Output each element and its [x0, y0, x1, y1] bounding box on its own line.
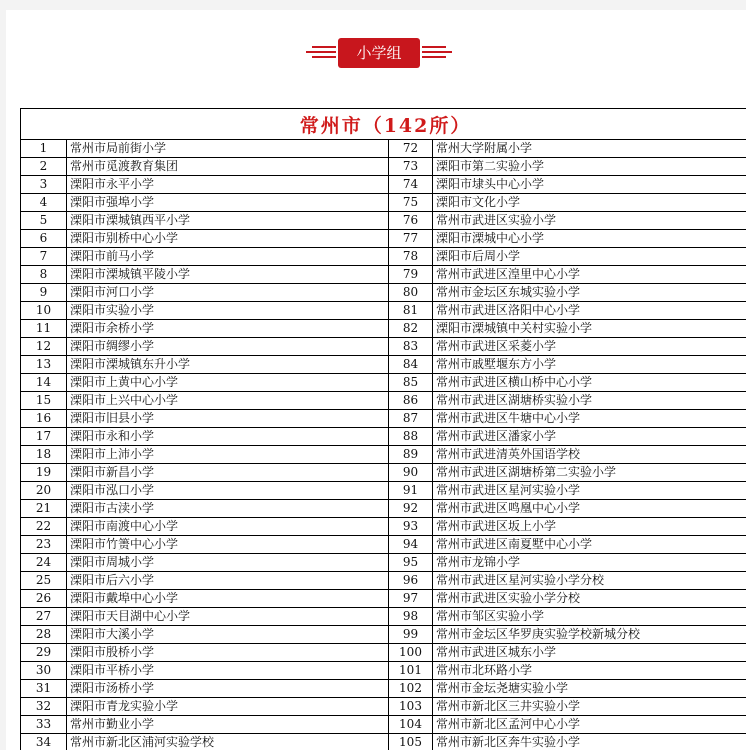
- row-number-right: 78: [389, 248, 433, 266]
- row-number-right: 73: [389, 158, 433, 176]
- row-number-left: 17: [21, 428, 67, 446]
- row-number-left: 24: [21, 554, 67, 572]
- row-number-right: 85: [389, 374, 433, 392]
- school-name-right: 常州市金坛区华罗庚实验学校新城分校: [433, 626, 746, 644]
- row-number-right: 75: [389, 194, 433, 212]
- school-name-right: 常州市金坛尧塘实验小学: [433, 680, 746, 698]
- school-name-right: 常州市武进区坂上小学: [433, 518, 746, 536]
- school-name-left: 溧阳市旧县小学: [67, 410, 389, 428]
- school-name-left: 溧阳市绸缪小学: [67, 338, 389, 356]
- school-name-left: 常州市局前街小学: [67, 140, 389, 158]
- school-table-container: [20, 108, 746, 750]
- table-row: [21, 482, 746, 500]
- row-number-left: 23: [21, 536, 67, 554]
- row-number-left: 4: [21, 194, 67, 212]
- row-number-right: 89: [389, 446, 433, 464]
- row-number-right: 84: [389, 356, 433, 374]
- row-number-right: 91: [389, 482, 433, 500]
- table-row: [21, 248, 746, 266]
- table-row: [21, 374, 746, 392]
- school-name-left: 溧阳市泓口小学: [67, 482, 389, 500]
- school-name-right: 溧阳市溧城中心小学: [433, 230, 746, 248]
- row-number-left: 14: [21, 374, 67, 392]
- school-name-left: 溧阳市溧城镇东升小学: [67, 356, 389, 374]
- table-row: [21, 194, 746, 212]
- row-number-left: 26: [21, 590, 67, 608]
- row-number-right: 105: [389, 734, 433, 750]
- table-body: [21, 140, 746, 750]
- table-title: 常州市（142所）: [21, 109, 746, 140]
- row-number-right: 76: [389, 212, 433, 230]
- section-badge: 小学组: [338, 38, 420, 68]
- table-row: [21, 410, 746, 428]
- table-row: [21, 608, 746, 626]
- row-number-right: 99: [389, 626, 433, 644]
- school-name-left: 溧阳市溧城镇西平小学: [67, 212, 389, 230]
- row-number-right: 94: [389, 536, 433, 554]
- row-number-right: 103: [389, 698, 433, 716]
- school-name-right: 常州市武进区湖塘桥实验小学: [433, 392, 746, 410]
- row-number-right: 104: [389, 716, 433, 734]
- school-name-right: 溧阳市埭头中心小学: [433, 176, 746, 194]
- table-row: [21, 644, 746, 662]
- row-number-right: 95: [389, 554, 433, 572]
- table-row: [21, 158, 746, 176]
- school-name-right: 溧阳市第二实验小学: [433, 158, 746, 176]
- school-name-left: 常州市新北区浦河实验学校: [67, 734, 389, 750]
- row-number-left: 27: [21, 608, 67, 626]
- school-name-left: 溧阳市余桥小学: [67, 320, 389, 338]
- table-row: [21, 662, 746, 680]
- school-name-left: 溧阳市天目湖中心小学: [67, 608, 389, 626]
- row-number-left: 32: [21, 698, 67, 716]
- school-name-left: 溧阳市永平小学: [67, 176, 389, 194]
- school-name-right: 常州市新北区三井实验小学: [433, 698, 746, 716]
- row-number-right: 88: [389, 428, 433, 446]
- table-row: [21, 230, 746, 248]
- school-name-right: 常州市武进区横山桥中心小学: [433, 374, 746, 392]
- row-number-left: 16: [21, 410, 67, 428]
- school-name-right: 溧阳市后周小学: [433, 248, 746, 266]
- row-number-left: 11: [21, 320, 67, 338]
- school-name-left: 溧阳市上沛小学: [67, 446, 389, 464]
- school-name-left: 常州市勤业小学: [67, 716, 389, 734]
- row-number-left: 19: [21, 464, 67, 482]
- row-number-right: 80: [389, 284, 433, 302]
- section-header: [306, 38, 452, 68]
- school-name-right: 常州市龙锦小学: [433, 554, 746, 572]
- row-number-left: 25: [21, 572, 67, 590]
- school-name-left: 溧阳市溧城镇平陵小学: [67, 266, 389, 284]
- row-number-right: 81: [389, 302, 433, 320]
- table-row: [21, 680, 746, 698]
- school-name-right: 常州市武进区实验小学: [433, 212, 746, 230]
- row-number-right: 77: [389, 230, 433, 248]
- row-number-right: 90: [389, 464, 433, 482]
- row-number-left: 33: [21, 716, 67, 734]
- table-row: [21, 626, 746, 644]
- row-number-left: 8: [21, 266, 67, 284]
- table-row: [21, 536, 746, 554]
- decorative-lines-left-icon: [306, 46, 336, 60]
- school-name-left: 溧阳市永和小学: [67, 428, 389, 446]
- row-number-left: 2: [21, 158, 67, 176]
- school-name-left: 溧阳市上兴中心小学: [67, 392, 389, 410]
- school-name-left: 溧阳市大溪小学: [67, 626, 389, 644]
- table-row: [21, 176, 746, 194]
- school-name-right: 常州市戚墅堰东方小学: [433, 356, 746, 374]
- school-name-left: 溧阳市古渎小学: [67, 500, 389, 518]
- table-row: [21, 392, 746, 410]
- row-number-left: 7: [21, 248, 67, 266]
- row-number-left: 20: [21, 482, 67, 500]
- school-name-right: 常州大学附属小学: [433, 140, 746, 158]
- table-row: [21, 518, 746, 536]
- row-number-right: 102: [389, 680, 433, 698]
- table-row: [21, 284, 746, 302]
- school-name-right: 常州市武进区鸣凰中心小学: [433, 500, 746, 518]
- row-number-right: 96: [389, 572, 433, 590]
- row-number-left: 18: [21, 446, 67, 464]
- school-name-left: 溧阳市前马小学: [67, 248, 389, 266]
- row-number-right: 100: [389, 644, 433, 662]
- school-name-left: 溧阳市平桥小学: [67, 662, 389, 680]
- table-row: [21, 212, 746, 230]
- school-table: [20, 108, 746, 750]
- row-number-left: 34: [21, 734, 67, 750]
- row-number-left: 3: [21, 176, 67, 194]
- row-number-left: 31: [21, 680, 67, 698]
- row-number-right: 86: [389, 392, 433, 410]
- row-number-right: 87: [389, 410, 433, 428]
- school-name-right: 常州市武进区星河实验小学分校: [433, 572, 746, 590]
- row-number-right: 74: [389, 176, 433, 194]
- school-name-left: 溧阳市汤桥小学: [67, 680, 389, 698]
- school-name-right: 常州市武进区城东小学: [433, 644, 746, 662]
- row-number-left: 10: [21, 302, 67, 320]
- school-name-left: 溧阳市戴埠中心小学: [67, 590, 389, 608]
- row-number-left: 21: [21, 500, 67, 518]
- table-row: [21, 500, 746, 518]
- school-name-right: 常州市新北区孟河中心小学: [433, 716, 746, 734]
- row-number-left: 29: [21, 644, 67, 662]
- row-number-left: 9: [21, 284, 67, 302]
- school-name-right: 常州市邹区实验小学: [433, 608, 746, 626]
- school-name-right: 常州市武进区南夏墅中心小学: [433, 536, 746, 554]
- school-name-right: 常州市武进区湖塘桥第二实验小学: [433, 464, 746, 482]
- school-name-left: 溧阳市后六小学: [67, 572, 389, 590]
- row-number-right: 98: [389, 608, 433, 626]
- table-row: [21, 302, 746, 320]
- table-row: [21, 266, 746, 284]
- school-name-left: 常州市觅渡教育集团: [67, 158, 389, 176]
- row-number-left: 30: [21, 662, 67, 680]
- school-name-left: 溧阳市实验小学: [67, 302, 389, 320]
- school-name-left: 溧阳市殷桥小学: [67, 644, 389, 662]
- table-row: [21, 734, 746, 750]
- table-row: [21, 320, 746, 338]
- school-name-right: 常州市新北区奔牛实验小学: [433, 734, 746, 750]
- school-name-right: 常州市武进区牛塘中心小学: [433, 410, 746, 428]
- school-name-left: 溧阳市新昌小学: [67, 464, 389, 482]
- row-number-right: 79: [389, 266, 433, 284]
- row-number-right: 92: [389, 500, 433, 518]
- school-name-right: 常州市金坛区东城实验小学: [433, 284, 746, 302]
- table-row: [21, 140, 746, 158]
- school-name-left: 溧阳市上黄中心小学: [67, 374, 389, 392]
- table-row: [21, 338, 746, 356]
- school-name-left: 溧阳市竹箦中心小学: [67, 536, 389, 554]
- table-row: [21, 716, 746, 734]
- row-number-left: 15: [21, 392, 67, 410]
- school-name-right: 常州市武进区湟里中心小学: [433, 266, 746, 284]
- row-number-right: 97: [389, 590, 433, 608]
- article-page: [6, 10, 746, 750]
- row-number-left: 28: [21, 626, 67, 644]
- row-number-left: 13: [21, 356, 67, 374]
- school-name-right: 常州市武进区实验小学分校: [433, 590, 746, 608]
- school-name-right: 常州市武进区洛阳中心小学: [433, 302, 746, 320]
- row-number-right: 93: [389, 518, 433, 536]
- row-number-left: 6: [21, 230, 67, 248]
- school-name-left: 溧阳市河口小学: [67, 284, 389, 302]
- school-name-left: 溧阳市周城小学: [67, 554, 389, 572]
- row-number-left: 5: [21, 212, 67, 230]
- table-row: [21, 554, 746, 572]
- row-number-right: 72: [389, 140, 433, 158]
- school-name-right: 常州市北环路小学: [433, 662, 746, 680]
- decorative-lines-right-icon: [422, 46, 452, 60]
- row-number-left: 22: [21, 518, 67, 536]
- school-name-right: 常州市武进区星河实验小学: [433, 482, 746, 500]
- row-number-right: 83: [389, 338, 433, 356]
- school-name-left: 溧阳市别桥中心小学: [67, 230, 389, 248]
- school-name-right: 常州市武进清英外国语学校: [433, 446, 746, 464]
- table-row: [21, 572, 746, 590]
- school-name-left: 溧阳市青龙实验小学: [67, 698, 389, 716]
- table-row: [21, 698, 746, 716]
- table-row: [21, 590, 746, 608]
- school-name-left: 溧阳市强埠小学: [67, 194, 389, 212]
- table-row: [21, 356, 746, 374]
- row-number-right: 82: [389, 320, 433, 338]
- school-name-left: 溧阳市南渡中心小学: [67, 518, 389, 536]
- table-row: [21, 446, 746, 464]
- row-number-left: 12: [21, 338, 67, 356]
- table-row: [21, 428, 746, 446]
- school-name-right: 常州市武进区潘家小学: [433, 428, 746, 446]
- table-row: [21, 464, 746, 482]
- row-number-left: 1: [21, 140, 67, 158]
- row-number-right: 101: [389, 662, 433, 680]
- school-name-right: 溧阳市溧城镇中关村实验小学: [433, 320, 746, 338]
- school-name-right: 常州市武进区采菱小学: [433, 338, 746, 356]
- school-name-right: 溧阳市文化小学: [433, 194, 746, 212]
